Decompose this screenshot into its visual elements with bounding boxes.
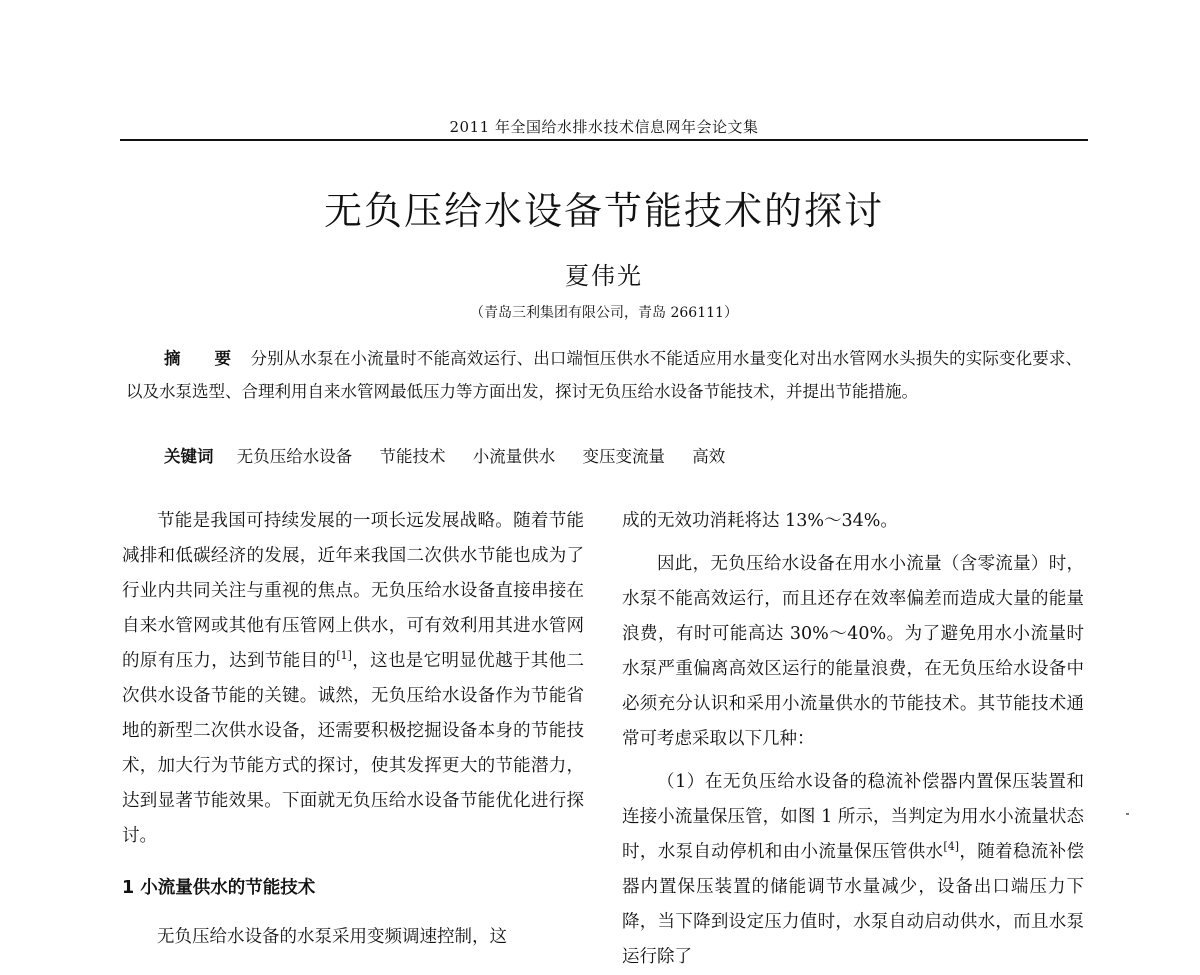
abstract: [126, 342, 1082, 408]
citation-ref: [1]: [336, 649, 352, 663]
intro-paragraph: [122, 504, 584, 854]
paper-title: 无负压给水设备节能技术的探讨: [323, 189, 884, 233]
keyword: 小流量供水: [472, 447, 556, 466]
citation-ref: [4]: [943, 840, 960, 854]
intro-text-part1: 节能是我国可持续发展的一项长远发展战略。随着节能减排和低碳经济的发展，近年来我国二次供水节能也成为了行业内共同关注与重视的焦点。无负压给水设备直接串接在自来水管网或其他有压管网上供水，可有效利用其进水管网的原有压力，达到节能目的: [122, 511, 584, 671]
keywords: [164, 440, 1082, 473]
keywords-label: 关键词: [164, 447, 214, 466]
keyword: 节能技术: [379, 447, 446, 466]
section-heading: 1 小流量供水的节能技术: [122, 878, 316, 898]
header-rule: [120, 139, 1088, 141]
continued-paragraph: 成的无效功消耗将达 13%～34%。: [622, 511, 898, 531]
measure-1-paragraph: [622, 765, 1084, 975]
scan-speck: [1126, 813, 1129, 815]
keyword: 高效: [692, 447, 726, 466]
measure-1-text-part2: ，随着稳流补偿器内置保压装置的储能调节水量减少，设备出口端压力下降，当下降到设定压力值时，水泵自动启动供水，而且水泵运行除了: [622, 842, 1085, 967]
abstract-text: 分别从水泵在小流量时不能高效运行、出口端恒压供水不能适应用水量变化对出水管网水头损失的实际变化要求、以及水泵选型、合理利用自来水管网最低压力等方面出发，探讨无负压给水设备节能技术，并提出节能措施。: [126, 349, 1083, 401]
left-column: [122, 504, 584, 955]
measure-1-text-part1: （1）在无负压给水设备的稳流补偿器内置保压装置和连接小流量保压管，如图 1 所示，当判定为用水小流量状态时，水泵自动停机和由小流量保压管供水: [622, 772, 1084, 862]
abstract-label: 摘 要: [164, 349, 246, 368]
author-affiliation: （青岛三利集团有限公司，青岛 266111）: [470, 305, 738, 321]
running-header: 2011 年全国给水排水技术信息网年会论文集: [449, 118, 759, 136]
keyword: 无负压给水设备: [236, 447, 353, 466]
intro-text-part2: ，这也是它明显优越于其他二次供水设备节能的关键。诚然，无负压给水设备作为节能省地的新型二次供水设备，还需要积极挖掘设备本身的节能技术，加大行为节能方式的探讨，使其发挥更大的节能潜力，达到显著节能效果。下面就无负压给水设备节能优化进行探讨。: [122, 651, 585, 846]
right-column: [622, 504, 1084, 975]
keyword: 变压变流量: [582, 447, 665, 466]
section1-paragraph: 无负压给水设备的水泵采用变频调速控制，这: [157, 927, 507, 947]
author-name: 夏伟光: [565, 262, 643, 290]
therefore-paragraph: 因此，无负压给水设备在用水小流量（含零流量）时，水泵不能高效运行，而且还存在效率偏差而造成大量的能量浪费，有时可能高达 30%～40%。为了避免用水小流量时水泵严重偏离高效区运行的能量浪费，在无负压给水设备中必须充分认识和采用小流量供水的节能技术。其节能技术通常可考虑采取以下几种：: [622, 554, 1084, 749]
